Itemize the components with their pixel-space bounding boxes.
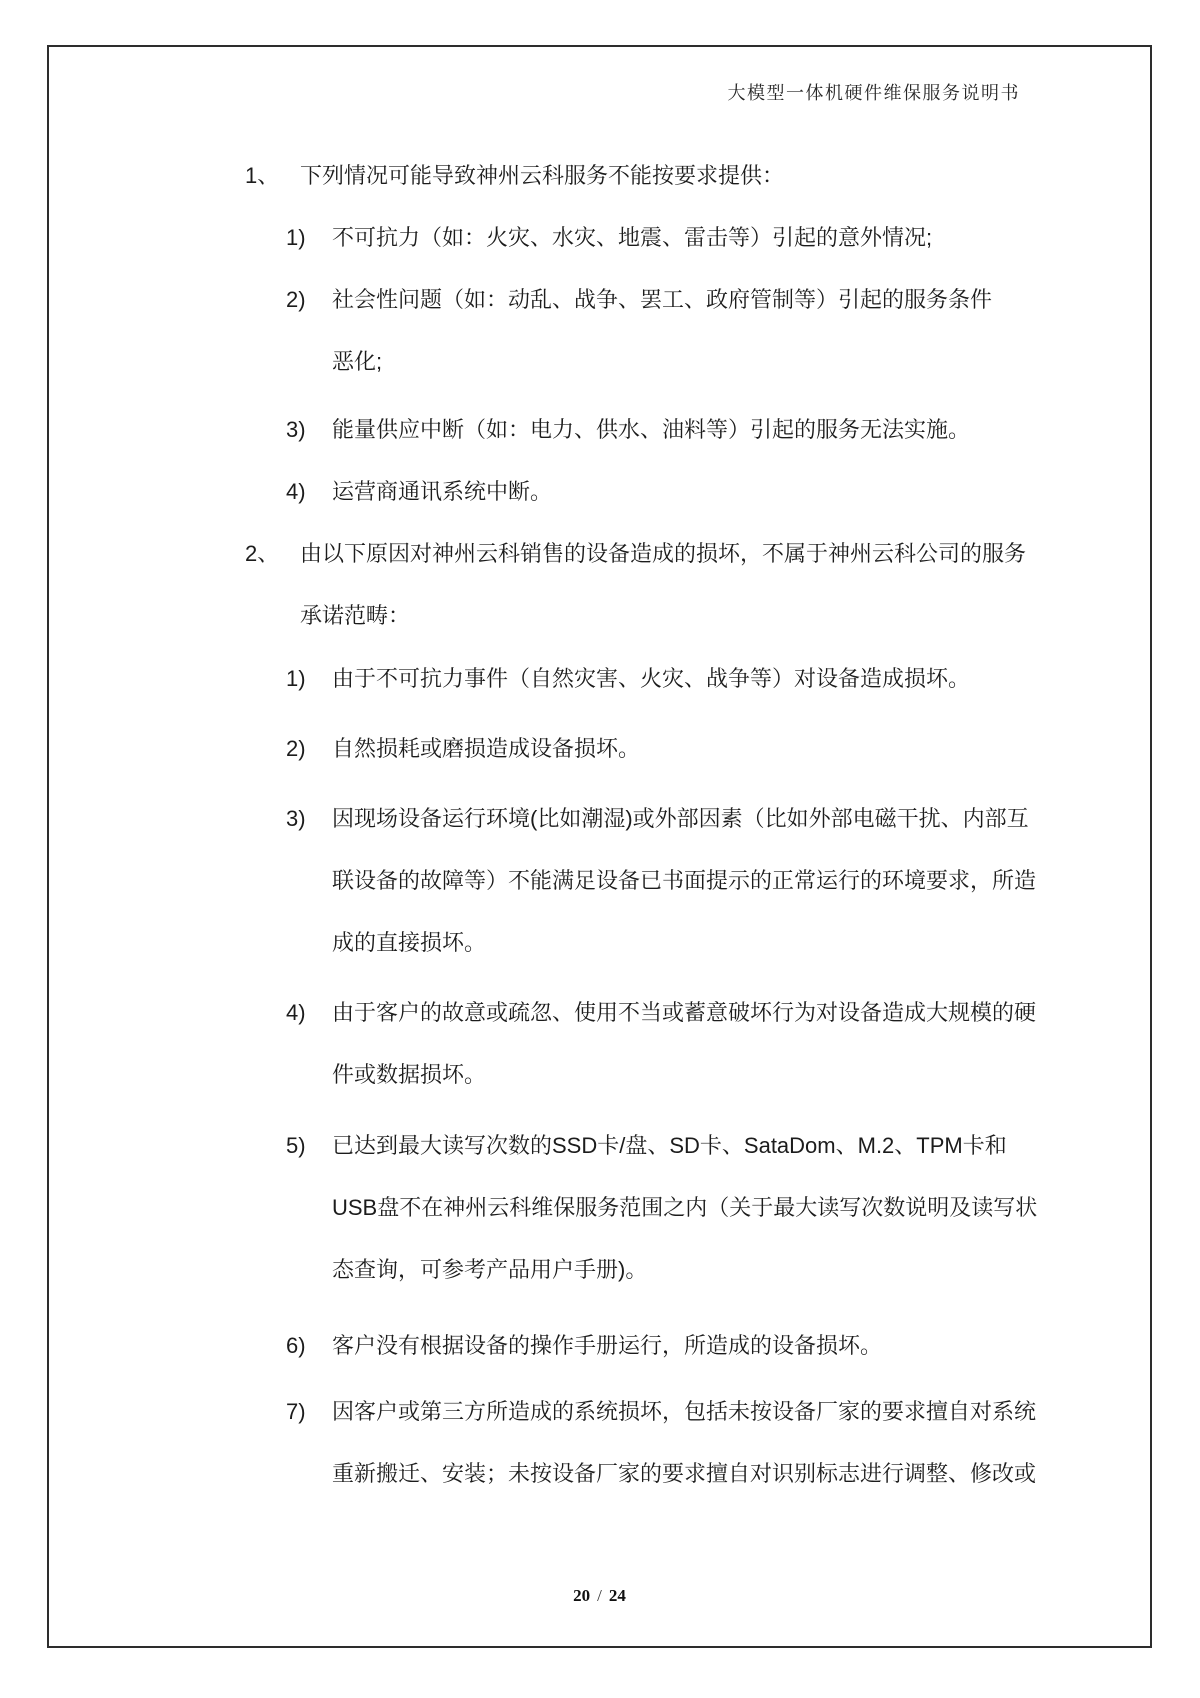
text-line: 不可抗力（如：火灾、水灾、地震、雷击等）引起的意外情况; xyxy=(332,225,933,250)
text-line: 自然损耗或磨损造成设备损坏。 xyxy=(332,736,641,761)
text-line: 客户没有根据设备的操作手册运行，所造成的设备损坏。 xyxy=(332,1333,883,1358)
text-line: 恶化; xyxy=(332,349,383,374)
list-item xyxy=(286,1315,883,1377)
list-item xyxy=(286,1115,1038,1301)
list-item xyxy=(286,269,993,393)
page-header-title: 大模型一体机硬件维保服务说明书 xyxy=(727,83,1020,103)
list-item-marker: 2、 xyxy=(245,541,280,566)
page-footer xyxy=(49,1586,1150,1606)
list-item-marker: 1、 xyxy=(245,163,280,188)
text-line: 因客户或第三方所造成的系统损坏，包括未按设备厂家的要求擅自对系统 xyxy=(332,1399,1037,1424)
list-item-marker: 5) xyxy=(286,1133,306,1158)
text-line: 件或数据损坏。 xyxy=(332,1062,487,1087)
list-item xyxy=(286,1381,1037,1505)
text-line: 由于客户的故意或疏忽、使用不当或蓄意破坏行为对设备造成大规模的硬 xyxy=(332,1000,1037,1025)
list-item-marker: 3) xyxy=(286,417,306,442)
text-line: 社会性问题（如：动乱、战争、罢工、政府管制等）引起的服务条件 xyxy=(332,287,993,312)
page-number-total: 24 xyxy=(608,1586,626,1605)
list-item xyxy=(245,523,1027,647)
text-line: 联设备的故障等）不能满足设备已书面提示的正常运行的环境要求，所造 xyxy=(332,868,1037,893)
page-number-current: 20 xyxy=(573,1586,591,1605)
document-page xyxy=(47,45,1152,1648)
list-item-marker: 1) xyxy=(286,225,306,250)
list-item-marker: 3) xyxy=(286,806,306,831)
text-line: 成的直接损坏。 xyxy=(332,930,487,955)
list-item xyxy=(286,461,553,523)
text-line: 由以下原因对神州云科销售的设备造成的损坏，不属于神州云科公司的服务 xyxy=(300,541,1027,566)
text-line: 因现场设备运行环境(比如潮湿)或外部因素（比如外部电磁干扰、内部互 xyxy=(332,806,1029,831)
list-item-marker: 2) xyxy=(286,287,306,312)
text-line: 重新搬迁、安装；未按设备厂家的要求擅自对识别标志进行调整、修改或 xyxy=(332,1461,1037,1486)
text-line: 由于不可抗力事件（自然灾害、火灾、战争等）对设备造成损坏。 xyxy=(332,666,971,691)
list-item-marker: 1) xyxy=(286,666,306,691)
list-item xyxy=(286,718,641,780)
list-item xyxy=(286,788,1037,974)
list-item xyxy=(286,207,933,269)
list-item xyxy=(286,982,1037,1106)
text-line: 能量供应中断（如：电力、供水、油料等）引起的服务无法实施。 xyxy=(332,417,971,442)
list-item-marker: 6) xyxy=(286,1333,306,1358)
text-line: 态查询，可参考产品用户手册)。 xyxy=(332,1257,648,1282)
list-item xyxy=(286,648,971,710)
list-item xyxy=(286,399,971,461)
document-body xyxy=(49,47,1150,1646)
list-item-marker: 4) xyxy=(286,1000,306,1025)
list-item-marker: 7) xyxy=(286,1399,306,1424)
list-item-marker: 4) xyxy=(286,479,306,504)
text-line: 运营商通讯系统中断。 xyxy=(332,479,553,504)
text-line: 已达到最大读写次数的SSD卡/盘、SD卡、SataDom、M.2、TPM卡和 xyxy=(332,1133,1007,1158)
page-number-separator: / xyxy=(597,1586,602,1605)
text-line: 承诺范畴： xyxy=(300,603,411,628)
list-item-marker: 2) xyxy=(286,736,306,761)
text-line: USB盘不在神州云科维保服务范围之内（关于最大读写次数说明及读写状 xyxy=(332,1195,1038,1220)
list-item xyxy=(245,145,785,207)
text-line: 下列情况可能导致神州云科服务不能按要求提供： xyxy=(300,163,785,188)
